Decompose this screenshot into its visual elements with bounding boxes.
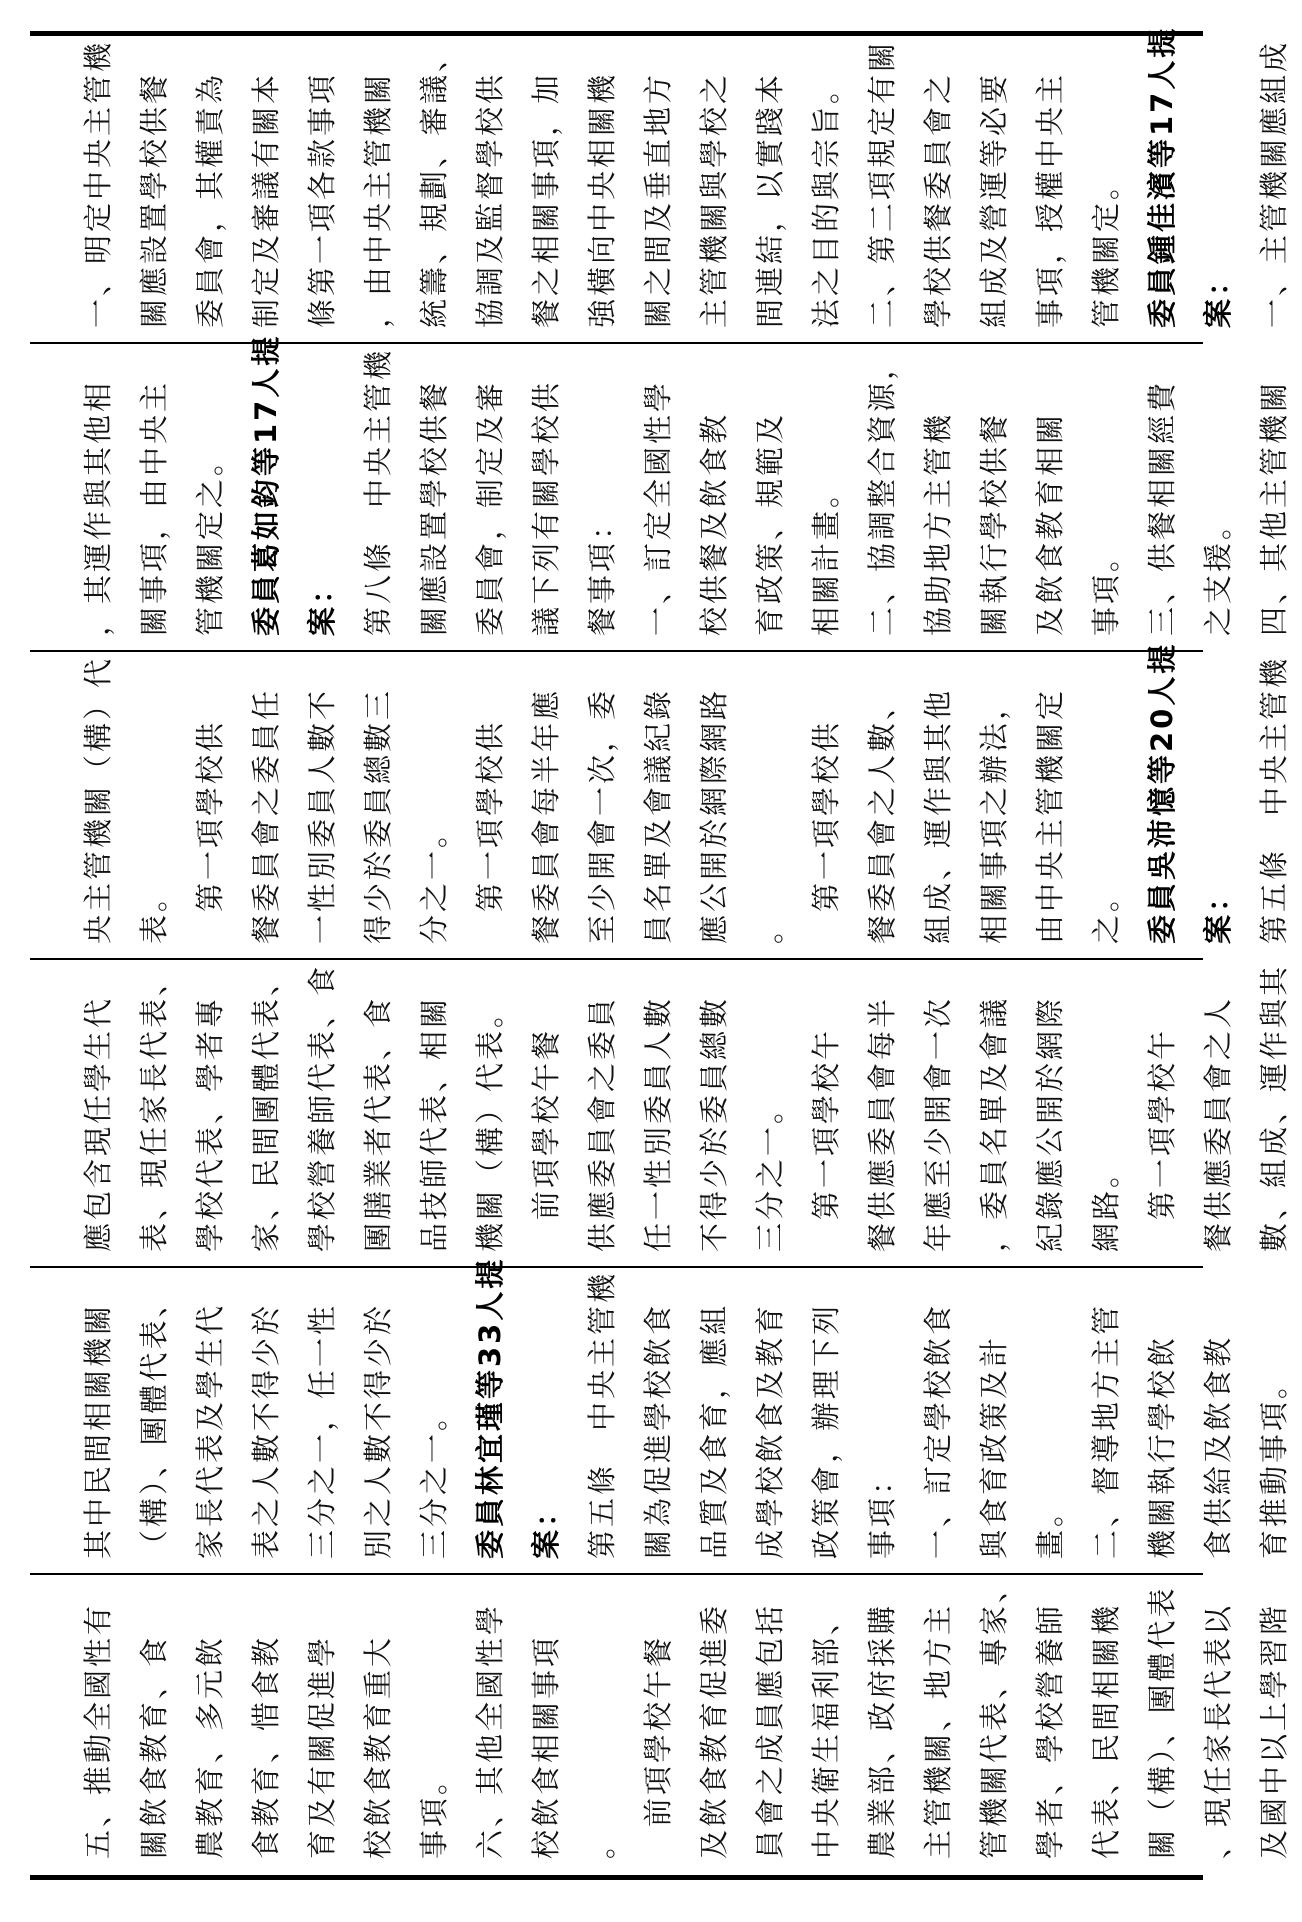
text-line: 事項。 bbox=[417, 1762, 451, 1859]
proposer-heading: 委員吳沛憶等20人提 bbox=[1145, 641, 1179, 944]
text-line: 組成及營運等必要 bbox=[977, 71, 1011, 328]
text-line: 餐委員會每半年應 bbox=[529, 687, 563, 944]
text-line: 關為促進學校飲食 bbox=[641, 1302, 675, 1559]
text-line: 前項學校午餐 bbox=[529, 1027, 563, 1252]
text-line: 食供給及飲食教 bbox=[1201, 1334, 1235, 1559]
text-line: 其中民間相關機關 bbox=[81, 1302, 115, 1559]
text-line: 第八條 中央主管機 bbox=[361, 347, 395, 636]
text-line: 委員會，其權責為 bbox=[193, 71, 227, 328]
text-line: 之支援。 bbox=[1201, 507, 1235, 636]
proposer-heading: 案： bbox=[1201, 263, 1235, 328]
text-line: ，委員名單及會議 bbox=[977, 995, 1011, 1252]
proposer-heading: 委員林宜瑾等33人提 bbox=[473, 1256, 507, 1559]
text-line: 校飲食相關事項 bbox=[529, 1634, 563, 1859]
text-line: 家、民間團體代表、 bbox=[249, 963, 283, 1252]
text-band-5 bbox=[0, 1256, 1291, 1573]
text-line: 餐委員會之委員任 bbox=[249, 687, 283, 944]
text-band-2 bbox=[0, 333, 1291, 650]
text-line: 前項學校午餐 bbox=[641, 1634, 675, 1859]
text-line: 政策會，辦理下列 bbox=[809, 1302, 843, 1559]
text-line: 表之人數不得少於 bbox=[249, 1302, 283, 1559]
text-line: 一性別委員人數不 bbox=[305, 687, 339, 944]
text-line: 一、明定中央主管機 bbox=[81, 39, 115, 328]
text-line: 主管機關、地方主 bbox=[921, 1602, 955, 1859]
text-line: 及國中以上學習階 bbox=[1257, 1602, 1291, 1859]
proposer-heading: 案： bbox=[529, 1494, 563, 1559]
text-line: 員會之成員應包括 bbox=[753, 1602, 787, 1859]
text-line: 關應設置學校供餐 bbox=[137, 71, 171, 328]
text-lines bbox=[70, 1570, 1302, 1873]
text-line: 團膳業者代表、食 bbox=[361, 995, 395, 1252]
text-line: 統籌、規劃、審議、 bbox=[417, 39, 451, 328]
text-line: 之。 bbox=[1089, 879, 1123, 944]
text-line: ，由中央主管機關 bbox=[361, 71, 395, 328]
text-line: 校供餐及飲食教 bbox=[697, 411, 731, 636]
text-line: 表、現任家長代表、 bbox=[137, 963, 171, 1252]
text-line: 食教育、惜食教 bbox=[249, 1634, 283, 1859]
text-line: 應公開於網際網路 bbox=[697, 687, 731, 944]
text-line: 事項。 bbox=[1089, 539, 1123, 636]
text-line: 農教育、多元飲 bbox=[193, 1634, 227, 1859]
text-line: 餐供應委員會每半 bbox=[865, 995, 899, 1252]
text-line: 及飲食教育促進委 bbox=[697, 1602, 731, 1859]
text-line: 餐事項： bbox=[585, 507, 619, 636]
text-line: 員名單及會議紀錄 bbox=[641, 687, 675, 944]
text-line: 不得少於委員總數 bbox=[697, 995, 731, 1252]
text-line: 三分之一，任一性 bbox=[305, 1302, 339, 1559]
text-line: 畫。 bbox=[1033, 1494, 1067, 1559]
text-line: 三分之一。 bbox=[417, 1398, 451, 1559]
text-line: 主管機關與學校之 bbox=[697, 71, 731, 328]
proposer-heading: 委員葛如鈞等17人提 bbox=[249, 333, 283, 636]
text-line: 第一項學校供 bbox=[193, 719, 227, 944]
text-band-1 bbox=[0, 25, 1291, 342]
text-line: 機關（構）代表。 bbox=[473, 995, 507, 1252]
text-line: 六、其他全國性學 bbox=[473, 1602, 507, 1859]
text-line: 五、推動全國性有 bbox=[81, 1602, 115, 1859]
text-line: 、現任家長代表以 bbox=[1201, 1602, 1235, 1859]
text-line: 四、其他主管機關 bbox=[1257, 379, 1291, 636]
text-line: 紀錄應公開於網際 bbox=[1033, 995, 1067, 1252]
text-line: 供應委員會之委員 bbox=[585, 995, 619, 1252]
text-line: 關應設置學校供餐 bbox=[417, 379, 451, 636]
text-line: 至少開會一次，委 bbox=[585, 687, 619, 944]
text-lines bbox=[70, 1256, 1302, 1573]
text-line: 二、督導地方主管 bbox=[1089, 1302, 1123, 1559]
text-line: 三分之一。 bbox=[753, 1091, 787, 1252]
text-band-4 bbox=[0, 960, 1291, 1266]
text-line: 第一項學校供 bbox=[473, 719, 507, 944]
text-line: 協助地方主管機 bbox=[921, 411, 955, 636]
band-rotated-content bbox=[0, 641, 1291, 958]
text-line: 關事項，由中央主 bbox=[137, 379, 171, 636]
band-rotated-content bbox=[0, 25, 1291, 342]
text-line: 關執行學校供餐 bbox=[977, 411, 1011, 636]
text-line: 第五條 中央主管機 bbox=[1257, 655, 1291, 944]
text-line: 及飲食教育相關 bbox=[1033, 411, 1067, 636]
text-line: 家長代表及學生代 bbox=[193, 1302, 227, 1559]
text-line: 。 bbox=[753, 911, 787, 944]
text-line: 條第一項各款事項 bbox=[305, 71, 339, 328]
text-line: 二、協調整合資源， bbox=[865, 347, 899, 636]
band-rotated-content bbox=[0, 960, 1291, 1266]
text-line: 。 bbox=[585, 1826, 619, 1859]
text-lines bbox=[70, 25, 1302, 342]
text-line: 制定及審議有關本 bbox=[249, 71, 283, 328]
text-line: 關之間及垂直地方 bbox=[641, 71, 675, 328]
text-line: 分之一。 bbox=[417, 815, 451, 944]
text-line: 應包含現任學生代 bbox=[81, 995, 115, 1252]
text-line: 央主管機關（構）代 bbox=[81, 655, 115, 944]
text-line: 法之目的與宗旨。 bbox=[809, 71, 843, 328]
text-line: 校飲食教育重大 bbox=[361, 1634, 395, 1859]
text-line: 關飲食教育、食 bbox=[137, 1634, 171, 1859]
text-line: 育推動事項。 bbox=[1257, 1366, 1291, 1559]
proposer-heading: 案： bbox=[1201, 879, 1235, 944]
proposer-heading: 委員鍾佳濱等17人提 bbox=[1145, 25, 1179, 328]
text-line: 第一項學校午 bbox=[1145, 1027, 1179, 1252]
text-line: 關（構）、團體代表 bbox=[1145, 1585, 1179, 1859]
text-line: 育及有關促進學 bbox=[305, 1634, 339, 1859]
text-line: 農業部、政府採購 bbox=[865, 1602, 899, 1859]
text-line: 管機關定之。 bbox=[193, 443, 227, 636]
text-line: 相關事項之辦法， bbox=[977, 687, 1011, 944]
text-line: 表。 bbox=[137, 879, 171, 944]
text-line: 由中央主管機關定 bbox=[1033, 687, 1067, 944]
text-line: 一、訂定學校飲食 bbox=[921, 1302, 955, 1559]
text-line: 第一項學校午 bbox=[809, 1027, 843, 1252]
text-band-6 bbox=[0, 1570, 1291, 1873]
text-line: 餐供應委員會之人 bbox=[1201, 995, 1235, 1252]
text-line: 成學校飲食及教育 bbox=[753, 1302, 787, 1559]
text-line: 餐委員會之人數、 bbox=[865, 687, 899, 944]
band-rotated-content bbox=[0, 1570, 1291, 1873]
text-lines bbox=[70, 333, 1302, 650]
text-line: 學校代表、學者專 bbox=[193, 995, 227, 1252]
text-line: ，其運作與其他相 bbox=[81, 379, 115, 636]
text-line: 中央衛生福利部、 bbox=[809, 1602, 843, 1859]
text-line: 三、供餐相關經費 bbox=[1145, 379, 1179, 636]
band-rotated-content bbox=[0, 1256, 1291, 1573]
text-line: 數、組成、運作與其 bbox=[1257, 963, 1291, 1252]
text-line: 一、訂定全國性學 bbox=[641, 379, 675, 636]
text-line: 網路。 bbox=[1089, 1155, 1123, 1252]
text-line: 一、主管機關應組成 bbox=[1257, 39, 1291, 328]
text-line: 二、第二項規定有關 bbox=[865, 39, 899, 328]
text-line: 代表、民間相關機 bbox=[1089, 1602, 1123, 1859]
text-line: 別之人數不得少於 bbox=[361, 1302, 395, 1559]
text-line: 第一項學校供 bbox=[809, 719, 843, 944]
text-line: 委員會，制定及審 bbox=[473, 379, 507, 636]
text-line: 組成、運作與其他 bbox=[921, 687, 955, 944]
text-line: 與食育政策及計 bbox=[977, 1334, 1011, 1559]
proposer-heading: 案： bbox=[305, 571, 339, 636]
text-line: 餐之相關事項，加 bbox=[529, 71, 563, 328]
text-line: 學者、學校營養師 bbox=[1033, 1602, 1067, 1859]
text-line: 強橫向中央相關機 bbox=[585, 71, 619, 328]
text-line: 品技師代表、相關 bbox=[417, 995, 451, 1252]
text-line: 育政策、規範及 bbox=[753, 411, 787, 636]
text-line: 學校營養師代表、食 bbox=[305, 963, 339, 1252]
text-line: 品質及食育，應組 bbox=[697, 1302, 731, 1559]
text-lines bbox=[70, 960, 1302, 1266]
text-line: 議下列有關學校供 bbox=[529, 379, 563, 636]
text-line: 任一性別委員人數 bbox=[641, 995, 675, 1252]
text-line: （構）、團體代表、 bbox=[137, 1285, 171, 1559]
text-line: 相關計畫。 bbox=[809, 475, 843, 636]
text-line: 間連結，以實踐本 bbox=[753, 71, 787, 328]
text-line: 機關執行學校飲 bbox=[1145, 1334, 1179, 1559]
text-line: 得少於委員總數三 bbox=[361, 687, 395, 944]
text-line: 管機關定。 bbox=[1089, 167, 1123, 328]
text-line: 年應至少開會一次 bbox=[921, 995, 955, 1252]
text-line: 事項： bbox=[865, 1462, 899, 1559]
text-line: 事項，授權中央主 bbox=[1033, 71, 1067, 328]
text-line: 第五條 中央主管機 bbox=[585, 1270, 619, 1559]
band-rotated-content bbox=[0, 333, 1291, 650]
text-line: 協調及監督學校供 bbox=[473, 71, 507, 328]
bottom-rule bbox=[30, 1875, 1203, 1880]
text-lines bbox=[70, 641, 1302, 958]
text-band-3 bbox=[0, 641, 1291, 958]
text-line: 管機關代表、專家、 bbox=[977, 1570, 1011, 1859]
text-line: 學校供餐委員會之 bbox=[921, 71, 955, 328]
